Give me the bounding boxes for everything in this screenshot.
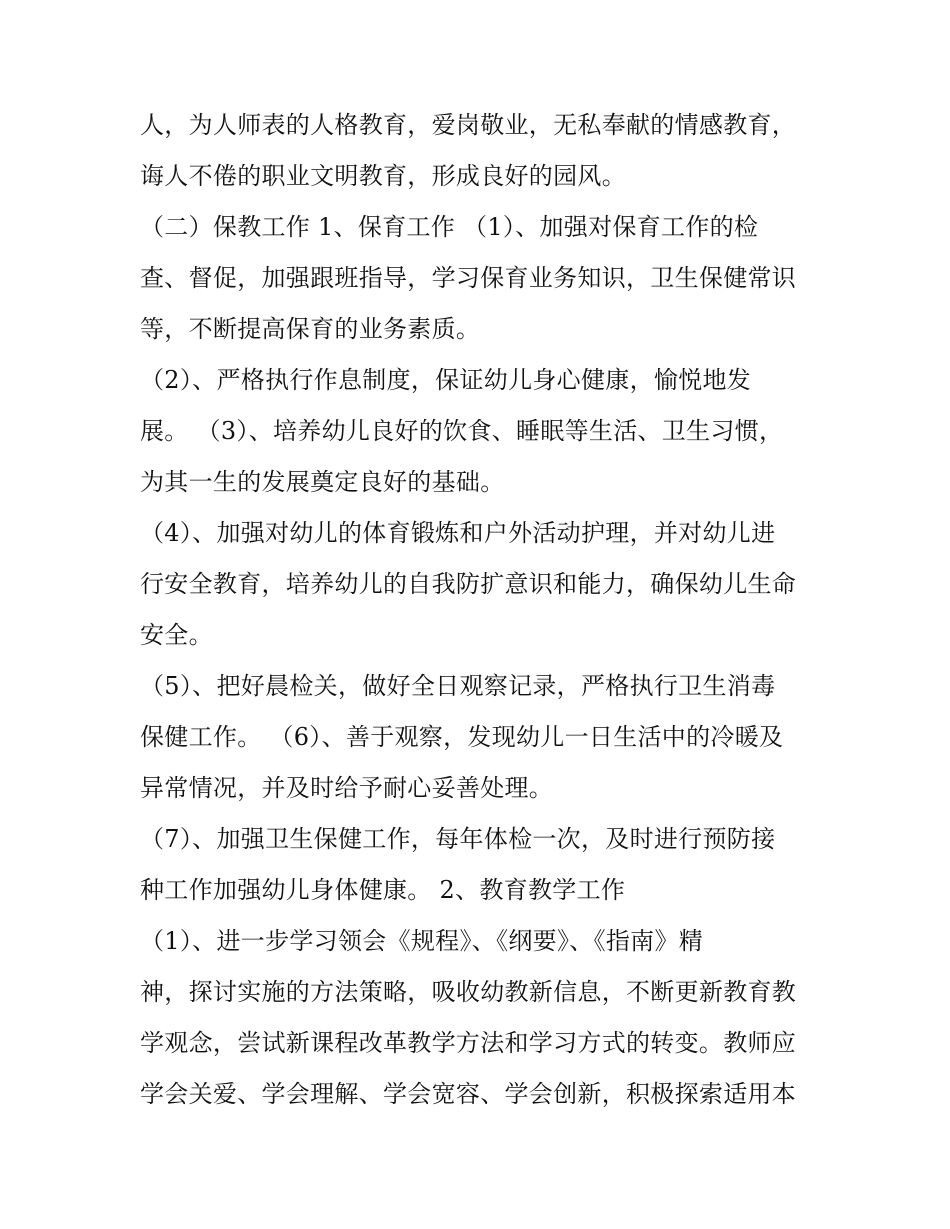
text-line: （2）、严格执行作息制度，保证幼儿身心健康，愉悦地发 [140, 366, 752, 394]
text-line: 神，探讨实施的方法策略，吸收幼教新信息，不断更新教育教 [140, 978, 797, 1006]
text-line: 行安全教育，培养幼儿的自我防扩意识和能力，确保幼儿生命 [140, 570, 797, 598]
text-line: 安全。 [140, 621, 213, 649]
text-line: （7）、加强卫生保健工作，每年体检一次，及时进行预防接 [140, 825, 776, 853]
text-line: 为其一生的发展奠定良好的基础。 [140, 468, 505, 496]
text-line: 人，为人师表的人格教育，爱岗敬业，无私奉献的情感教育， [140, 111, 797, 139]
text-line: 查、督促，加强跟班指导，学习保育业务知识，卫生保健常识 [140, 264, 797, 292]
text-line: 学观念，尝试新课程改革教学方法和学习方式的转变。教师应 [140, 1029, 797, 1057]
text-line: （4）、加强对幼儿的体育锻炼和户外活动护理，并对幼儿进 [140, 519, 776, 547]
text-line: 展。 （3）、培养幼儿良好的饮食、睡眠等生活、卫生习惯， [140, 417, 784, 445]
text-line: （二）保教工作 1、保育工作 （1）、加强对保育工作的检 [140, 213, 759, 241]
text-line: （5）、把好晨检关，做好全日观察记录，严格执行卫生消毒 [140, 672, 776, 700]
body-text [140, 100, 830, 1120]
text-line: （1）、进一步学习领会《规程》、《纲要》、《指南》精 [140, 927, 704, 955]
text-line: 异常情况，并及时给予耐心妥善处理。 [140, 774, 554, 802]
text-line: 学会关爱、学会理解、学会宽容、学会创新，积极探索适用本 [140, 1080, 797, 1108]
text-line: 保健工作。 （6）、善于观察，发现幼儿一日生活中的冷暖及 [140, 723, 784, 751]
text-line: 种工作加强幼儿身体健康。 2、教育教学工作 [140, 876, 626, 904]
text-line: 诲人不倦的职业文明教育，形成良好的园风。 [140, 162, 626, 190]
text-line: 等，不断提高保育的业务素质。 [140, 315, 481, 343]
